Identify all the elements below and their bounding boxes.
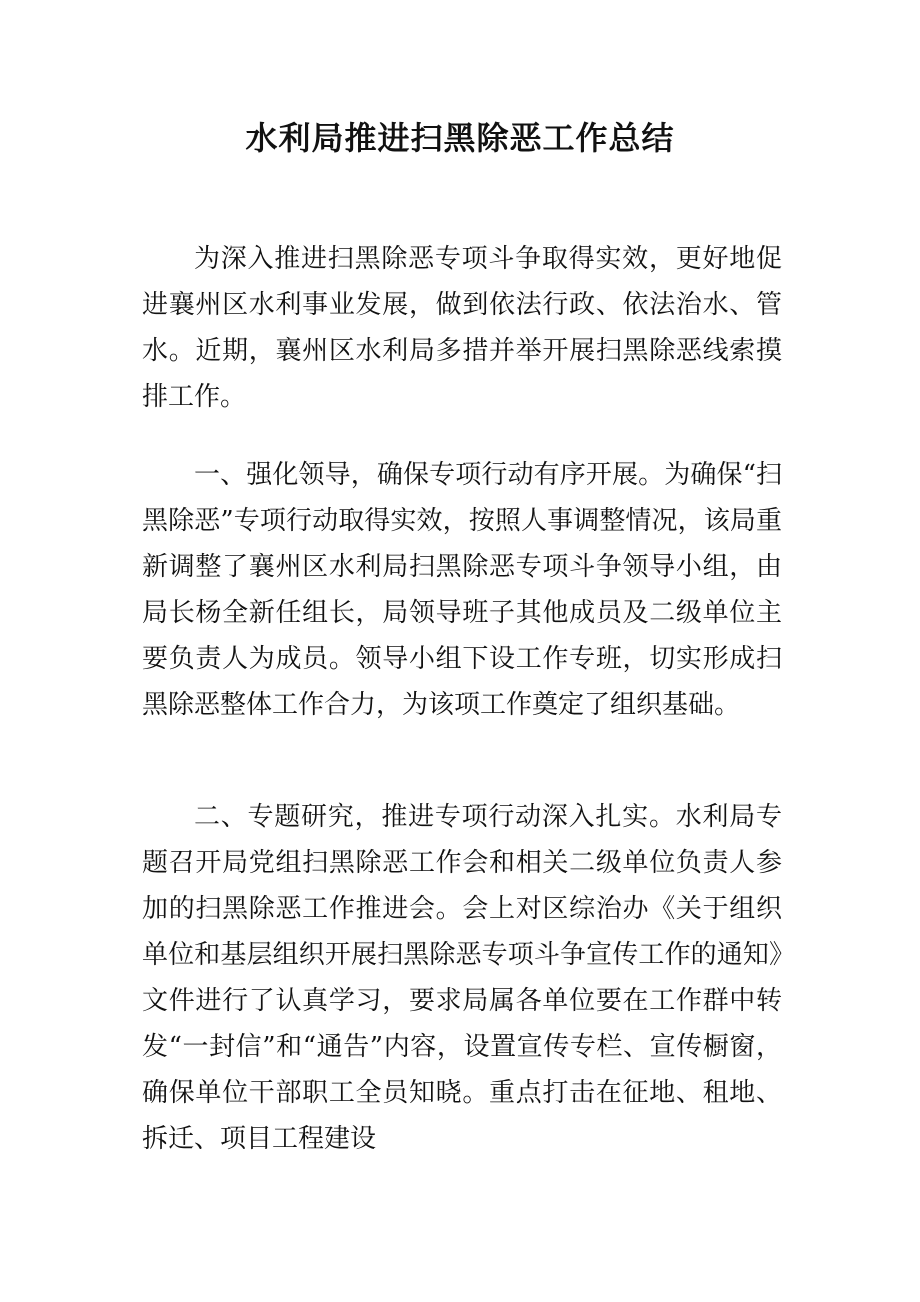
paragraph-section-one: 一、强化领导，确保专项行动有序开展。为确保“扫黑除恶”专项行动取得实效，按照人事调整情况，该局重新调整了襄州区水利局扫黑除恶专项斗争领导小组，由局长杨全新任组长，局领导班子其他成员及二级单位主要负责人为成员。领导小组下设工作专班，切实形成扫黑除恶整体工作合力，为该项工作奠定了组织基础。: [142, 460, 782, 720]
document-title: 水利局推进扫黑除恶工作总结: [245, 119, 675, 157]
paragraph-intro: 为深入推进扫黑除恶专项斗争取得实效，更好地促进襄州区水利事业发展，做到依法行政、依法治水、管水。近期，襄州区水利局多措并举开展扫黑除恶线索摸排工作。: [142, 244, 782, 412]
paragraph-section-two: 二、专题研究，推进专项行动深入扎实。水利局专题召开局党组扫黑除恶工作会和相关二级单位负责人参加的扫黑除恶工作推进会。会上对区综治办《关于组织单位和基层组织开展扫黑除恶专项斗争宣传工作的通知》文件进行了认真学习，要求局属各单位要在工作群中转发“一封信”和“通告”内容，设置宣传专栏、宣传橱窗，确保单位干部职工全员知晓。重点打击在征地、租地、拆迁、项目工程建设: [142, 802, 782, 1154]
